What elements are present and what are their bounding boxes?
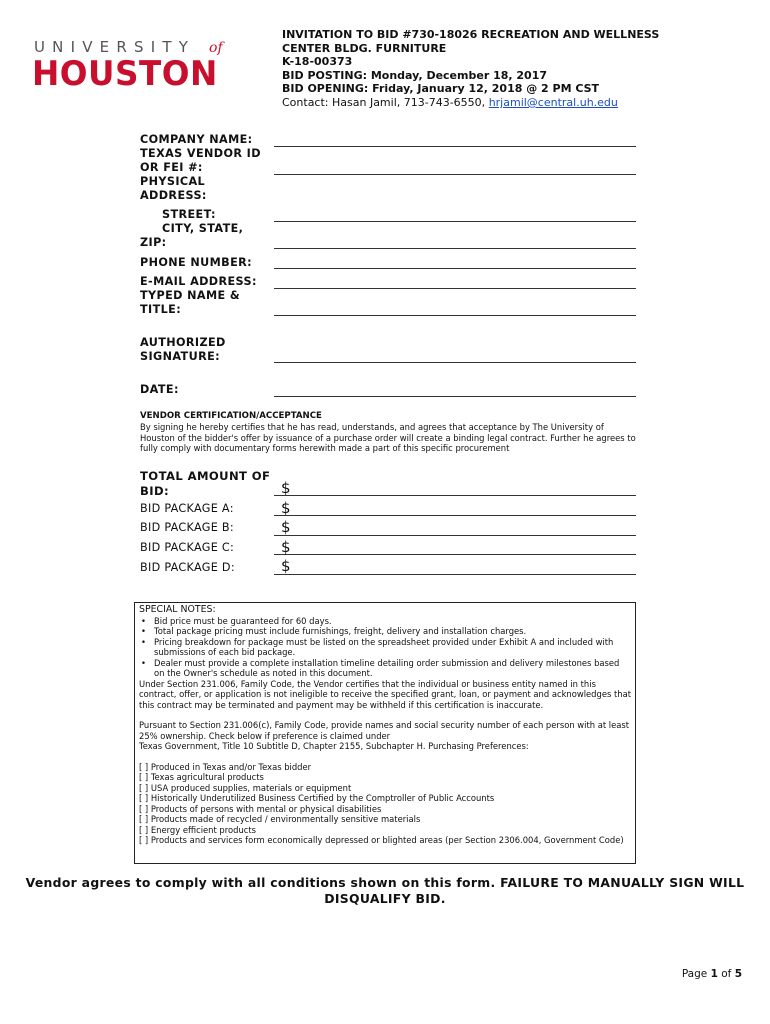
header-title-line1: INVITATION TO BID #730-18026 RECREATION AND WELLNESS <box>282 28 660 41</box>
bid-package-d-label: BID PACKAGE D: <box>140 561 235 574</box>
physical-label-line2: ADDRESS: <box>140 188 207 202</box>
bid-package-b-field[interactable] <box>274 535 636 536</box>
company-name-label: COMPANY NAME: <box>140 133 253 146</box>
typed-name-label <box>140 289 240 316</box>
page-of: of <box>717 968 735 980</box>
header-bid-posting: BID POSTING: Monday, December 18, 2017 <box>282 68 548 82</box>
street-label: STREET: <box>162 208 216 221</box>
signature-field[interactable] <box>274 362 636 363</box>
bid-package-d-field[interactable] <box>274 574 636 575</box>
signature-warning-line2: DISQUALIFY BID. <box>324 891 446 906</box>
page-current: 1 <box>710 968 718 980</box>
vendor-id-field[interactable] <box>274 174 636 175</box>
city-state-label: CITY, STATE, <box>162 222 244 235</box>
preference-checkbox[interactable]: [ ] Energy efficient products <box>139 824 257 835</box>
signature-warning <box>0 875 770 907</box>
typed-name-field[interactable] <box>274 315 636 316</box>
page-total: 5 <box>734 968 742 980</box>
logo-university-word: UNIVERSITY <box>34 38 196 56</box>
bid-package-c-label: BID PACKAGE C: <box>140 541 235 554</box>
preference-checkbox[interactable]: [ ] Products made of recycled / environmentally sensitive materials <box>139 814 421 824</box>
header-contract-number: K-18-00373 <box>282 55 353 69</box>
physical-label-line1: PHYSICAL <box>140 175 206 188</box>
vendor-id-label-line1: TEXAS VENDOR ID <box>140 147 261 160</box>
typed-name-label-line2: TITLE: <box>140 302 182 316</box>
section-231-text: Under Section 231.006, Family Code, the Vendor certifies that the individual or business entity named in this contract, offer, or application is not ineligible to receive the specified grant, loan, or payment and acknowledges that this contract may be terminated and payment may be withheld if this certification is inaccurate. <box>139 678 632 710</box>
typed-name-label-line1: TYPED NAME & <box>140 289 241 302</box>
street-field[interactable] <box>274 221 636 222</box>
company-name-field[interactable] <box>274 146 636 147</box>
total-bid-label-line1: TOTAL AMOUNT OF <box>140 469 271 483</box>
preference-checkbox[interactable]: [ ] Products of persons with mental or physical disabilities <box>139 803 382 814</box>
bid-package-b-label: BID PACKAGE B: <box>140 521 234 534</box>
header-contact <box>282 96 742 110</box>
note-bullet: • Bid price must be guaranteed for 60 days. <box>151 616 631 627</box>
physical-address-label <box>140 175 207 202</box>
phone-label: PHONE NUMBER: <box>140 256 253 269</box>
vendor-id-label-line2: OR FEI #: <box>140 160 203 174</box>
note-bullet: • Pricing breakdown for package must be listed on the spreadsheet provided under Exhibit A and included with submissions of each bid package. <box>151 637 631 658</box>
signature-warning-line1: Vendor agrees to comply with all conditions shown on this form. FAILURE TO MANUALLY SIGN WILL <box>25 875 745 890</box>
preference-checkbox[interactable]: [ ] Texas agricultural products <box>139 772 264 782</box>
email-field[interactable] <box>274 288 636 289</box>
authorized-label-line2: SIGNATURE: <box>140 349 221 363</box>
page-label: Page <box>681 968 711 980</box>
zip-label: ZIP: <box>140 236 167 249</box>
contact-text: Contact: Hasan Jamil, 713-743-6550, <box>282 95 489 109</box>
bid-package-d-currency: $ <box>281 557 291 575</box>
pursuant-text-1: Pursuant to Section 231.006(c), Family Code, provide names and social security number of each person with at least 25% ownership. Check below if preference is claimed under <box>139 720 630 741</box>
bid-package-a-field[interactable] <box>274 515 636 516</box>
preference-checkbox[interactable]: [ ] Produced in Texas and/or Texas bidder <box>139 761 312 772</box>
bid-package-a-currency: $ <box>281 499 291 517</box>
special-notes-list <box>139 616 631 679</box>
preference-checkbox[interactable]: [ ] Historically Underutilized Business Certified by the Comptroller of Public Accounts <box>139 793 495 803</box>
bid-package-b-currency: $ <box>281 518 291 536</box>
note-bullet: • Dealer must provide a complete installation timeline detailing order submission and delivery milestones based on the Owner's schedule as noted in this document. <box>151 658 631 679</box>
phone-field[interactable] <box>274 268 636 269</box>
header-title-line2: CENTER BLDG. FURNITURE <box>282 41 447 55</box>
total-bid-field[interactable] <box>274 495 636 496</box>
bid-header <box>282 28 742 110</box>
total-bid-label-line2: BID: <box>140 483 170 498</box>
logo-of-word: of <box>209 40 223 56</box>
date-field[interactable] <box>274 396 636 397</box>
bid-package-a-label: BID PACKAGE A: <box>140 502 234 515</box>
total-bid-currency: $ <box>281 479 291 497</box>
pursuant-text-2: Texas Government, Title 10 Subtitle D, Chapter 2155, Subchapter H. Purchasing Preferences: <box>139 741 529 751</box>
preference-checkbox[interactable]: [ ] USA produced supplies, materials or equipment <box>139 782 352 793</box>
note-bullet: • Total package pricing must include furnishings, freight, delivery and installation charges. <box>151 626 631 637</box>
authorized-label-line1: AUTHORIZED <box>140 336 226 349</box>
contact-email-link[interactable]: hrjamil@central.uh.edu <box>488 95 618 109</box>
email-label: E-MAIL ADDRESS: <box>140 275 257 288</box>
preference-checkbox[interactable]: [ ] Products and services form economically depressed or blighted areas (per Section 2306.004, Government Code) <box>139 835 624 845</box>
date-label: DATE: <box>140 383 179 396</box>
special-notes-box <box>134 602 636 864</box>
vendor-cert-text: By signing he hereby certifies that he has read, understands, and agrees that acceptance by The University of Houston of the bidder's offer by issuance of a purchase order will create a binding legal contract. Further he agrees to fully comply with documentary forms herewith made a part of this specific procurement <box>140 422 636 454</box>
authorized-signature-label <box>140 336 226 363</box>
vendor-cert-title: VENDOR CERTIFICATION/ACCEPTANCE <box>140 411 322 421</box>
city-state-zip-field[interactable] <box>274 248 636 249</box>
total-bid-label <box>140 469 270 498</box>
page-number <box>682 968 742 980</box>
header-bid-opening: BID OPENING: Friday, January 12, 2018 @ 2 PM CST <box>282 82 600 96</box>
special-notes-title: SPECIAL NOTES: <box>139 604 216 615</box>
logo-houston-text: HOUSTON <box>32 54 218 94</box>
bid-package-c-field[interactable] <box>274 554 636 555</box>
vendor-id-label <box>140 147 261 174</box>
bid-package-c-currency: $ <box>281 538 291 556</box>
